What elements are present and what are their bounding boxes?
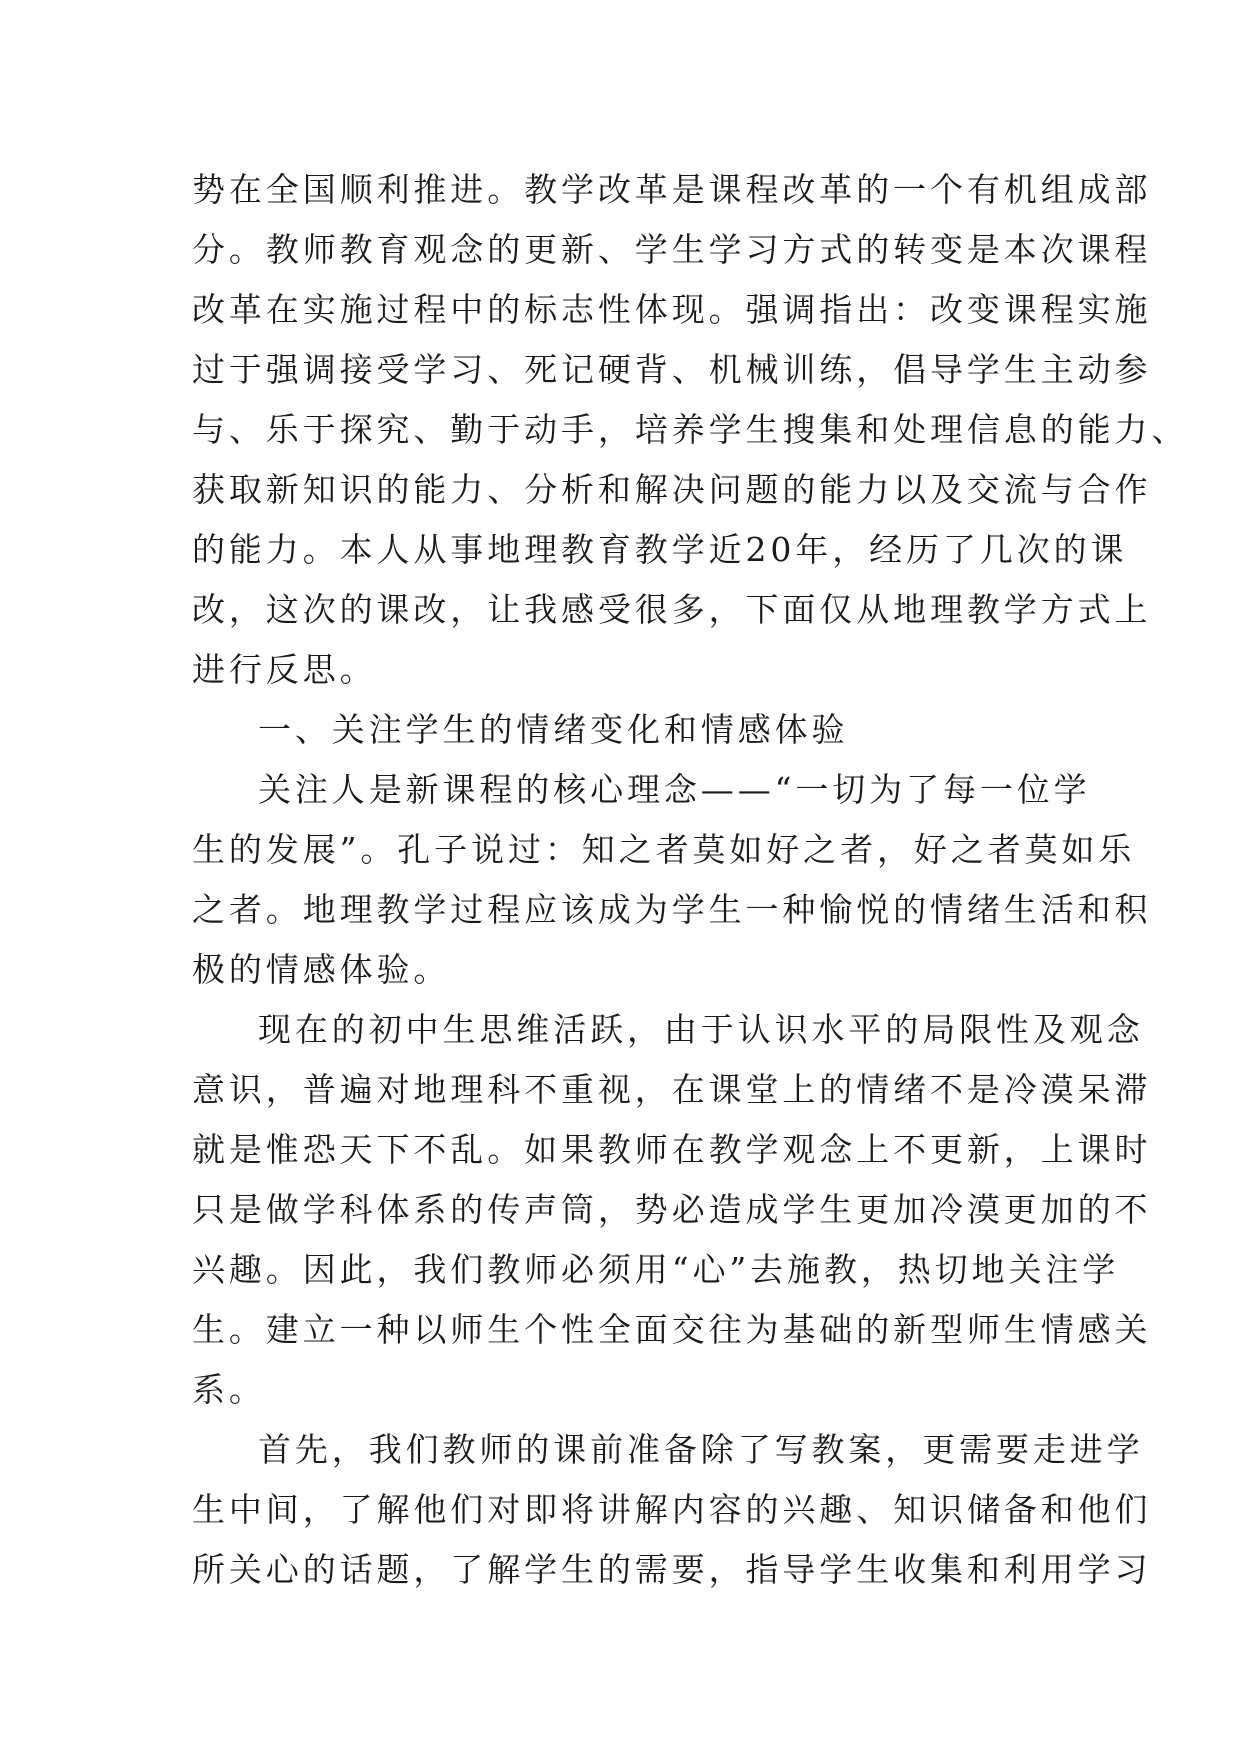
text-line: 现在的初中生思维活跃，由于认识水平的局限性及观念: [258, 1010, 1144, 1049]
text-line: 进行反思。: [192, 650, 377, 689]
text-line: 所关心的话题，了解学生的需要，指导学生收集和利用学习: [192, 1550, 1152, 1589]
text-line: 关注人是新课程的核心理念——“一切为了每一位学: [258, 770, 1091, 809]
text-line: 只是做学科体系的传声筒，势必造成学生更加冷漠更加的不: [192, 1190, 1152, 1229]
text-line: 改，这次的课改，让我感受很多，下面仅从地理教学方式上: [192, 590, 1152, 629]
text-line: 生的发展”。孔子说过：知之者莫如好之者，好之者莫如乐: [192, 830, 1136, 869]
text-line: 生中间，了解他们对即将讲解内容的兴趣、知识储备和他们: [192, 1490, 1152, 1529]
text-line: 首先，我们教师的课前准备除了写教案，更需要走进学: [258, 1430, 1144, 1469]
text-line: 势在全国顺利推进。教学改革是课程改革的一个有机组成部: [192, 170, 1152, 209]
section-heading: 一、关注学生的情绪变化和情感体验: [258, 710, 849, 749]
text-line: 就是惟恐天下不乱。如果教师在教学观念上不更新，上课时: [192, 1130, 1152, 1169]
text-line: 与、乐于探究、勤于动手，培养学生搜集和处理信息的能力、: [192, 410, 1189, 449]
text-line: 获取新知识的能力、分析和解决问题的能力以及交流与合作: [192, 470, 1152, 509]
document-page: [192, 160, 1189, 1600]
text-line: 兴趣。因此，我们教师必须用“心”去施教，热切地关注学: [192, 1250, 1120, 1289]
text-line: 极的情感体验。: [192, 950, 451, 989]
text-line: 生。建立一种以师生个性全面交往为基础的新型师生情感关: [192, 1310, 1152, 1349]
text-line: 意识，普遍对地理科不重视，在课堂上的情绪不是冷漠呆滞: [192, 1070, 1152, 1109]
text-line: 的能力。本人从事地理教育教学近20年，经历了几次的课: [192, 530, 1128, 569]
text-line: 过于强调接受学习、死记硬背、机械训练，倡导学生主动参: [192, 350, 1152, 389]
text-line: 分。教师教育观念的更新、学生学习方式的转变是本次课程: [192, 230, 1152, 269]
text-line: 改革在实施过程中的标志性体现。强调指出：改变课程实施: [192, 290, 1152, 329]
text-line: 之者。地理教学过程应该成为学生一种愉悦的情绪生活和积: [192, 890, 1152, 929]
text-line: 系。: [192, 1370, 266, 1409]
